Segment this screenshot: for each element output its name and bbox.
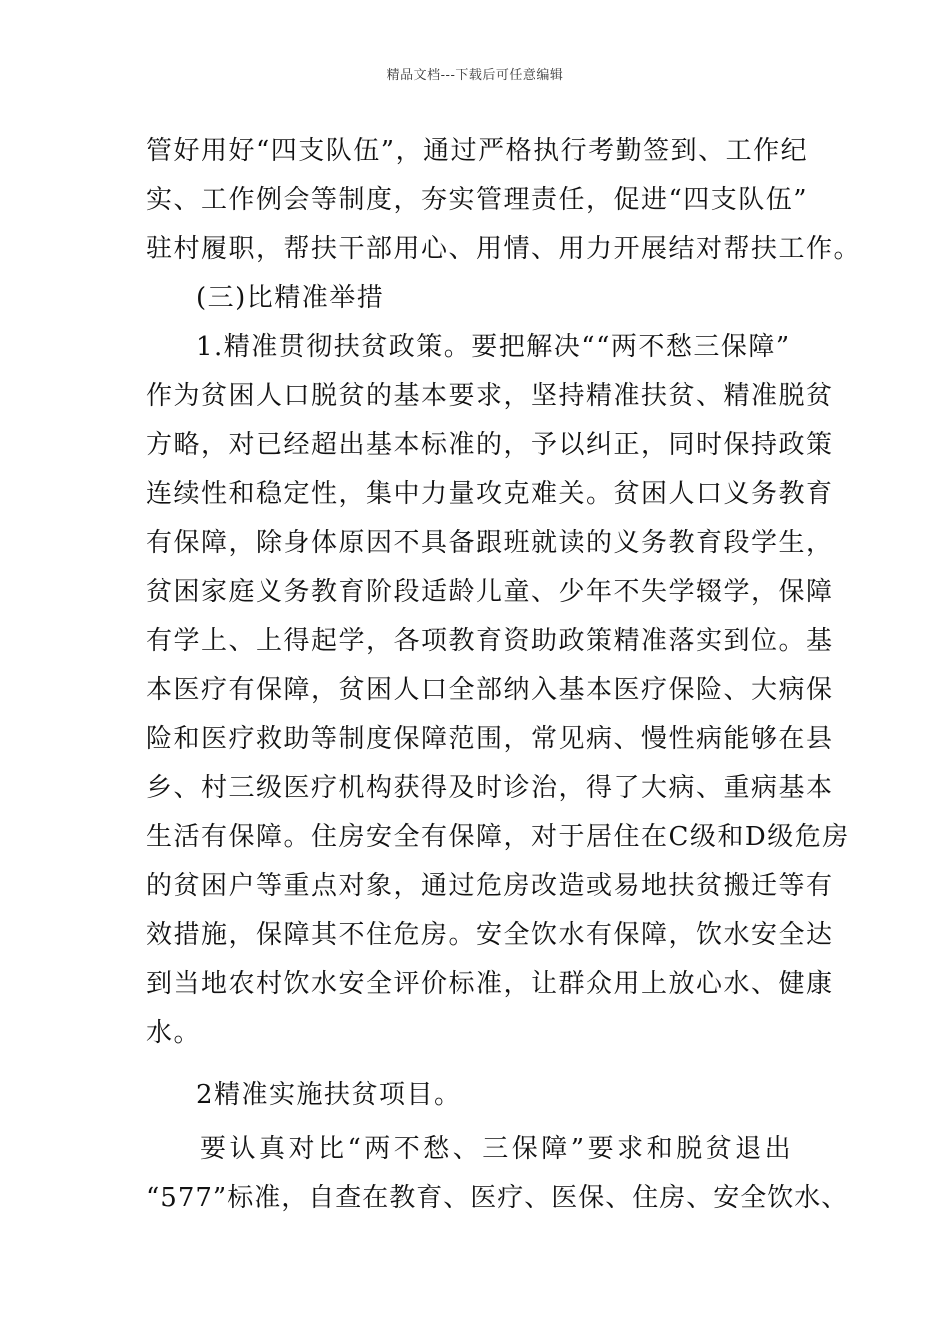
body-line: 的贫困户等重点对象，通过危房改造或易地扶贫搬迁等有 <box>146 871 834 901</box>
body-line: 生活有保障。住房安全有保障，对于居住在C级和D级危房 <box>146 822 850 852</box>
body-line: 有学上、上得起学，各项教育资助政策精准落实到位。基 <box>146 626 834 656</box>
page-header: 精品文档---下载后可任意编辑 <box>386 68 564 83</box>
body-line: 连续性和稳定性，集中力量攻克难关。贫困人口义务教育 <box>146 479 834 509</box>
subheading: 2精准实施扶贫项目。 <box>196 1080 462 1110</box>
body-line: 1.精准贯彻扶贫政策。要把解决““两不愁三保障” <box>196 332 791 362</box>
body-line: 到当地农村饮水安全评价标准，让群众用上放心水、健康 <box>146 969 834 999</box>
body-line: 本医疗有保障，贫困人口全部纳入基本医疗保险、大病保 <box>146 675 834 705</box>
body-line: 方略，对已经超出基本标准的，予以纠正，同时保持政策 <box>146 430 834 460</box>
body-line: “577”标准，自查在教育、医疗、医保、住房、安全饮水、 <box>146 1183 849 1213</box>
body-line: 乡、村三级医疗机构获得及时诊治，得了大病、重病基本 <box>146 773 834 803</box>
body-line: 水。 <box>146 1018 202 1048</box>
body-line: 险和医疗救助等制度保障范围，常见病、慢性病能够在县 <box>146 724 834 754</box>
body-line: 要认真对比“两不愁、三保障”要求和脱贫退出 <box>200 1134 795 1164</box>
body-line: 管好用好“四支队伍”，通过严格执行考勤签到、工作纪 <box>146 136 809 166</box>
body-line: 实、工作例会等制度，夯实管理责任，促进“四支队伍” <box>146 185 809 215</box>
body-line: 驻村履职，帮扶干部用心、用情、用力开展结对帮扶工作。 <box>146 234 862 264</box>
body-line: 贫困家庭义务教育阶段适龄儿童、少年不失学辍学，保障 <box>146 577 834 607</box>
section-heading: (三)比精准举措 <box>196 283 385 313</box>
body-line: 有保障，除身体原因不具备跟班就读的义务教育段学生， <box>146 528 834 558</box>
body-line: 效措施，保障其不住危房。安全饮水有保障，饮水安全达 <box>146 920 834 950</box>
body-line: 作为贫困人口脱贫的基本要求，坚持精准扶贫、精准脱贫 <box>146 381 834 411</box>
